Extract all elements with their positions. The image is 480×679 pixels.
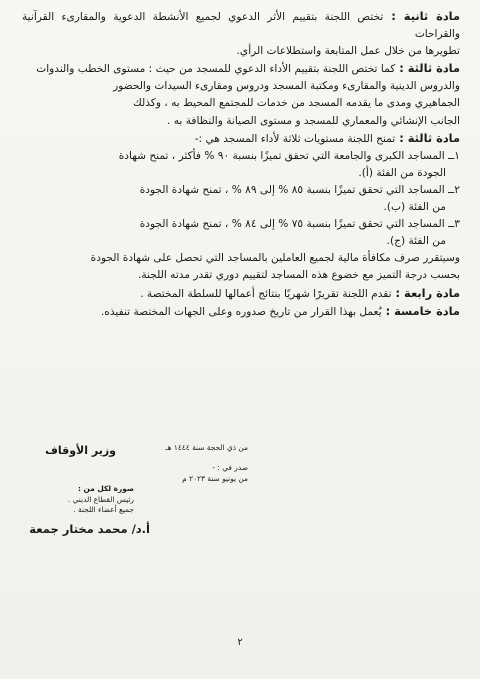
minister-name: أ.د/ محمد مختار جمعة [29, 522, 150, 536]
article-2 [22, 8, 460, 60]
issued-label: صدر في : - [212, 463, 248, 472]
copies-item: رئيس القطاع الديني . [67, 494, 134, 504]
reward-text-line: بحسب درجة التميز مع خضوع هذه المساجد لتقييم دوري تقدر مدته اللجنة. [138, 269, 460, 282]
article-4 [22, 285, 460, 303]
article-text-line: الجانب الإنشائي والمعماري للمسجد و مستوى الصيانة والنظافة به . [166, 114, 460, 127]
reward-text-line: وسيتقرر صرف مكافأة مالية لجميع العاملين بالمساجد التي تحصل على شهادة الجودة [90, 252, 460, 265]
level-item-1: ١ــ المساجد الكبرى والجامعة التي تحقق تميزًا بنسبة ٩٠ % فأكثر ، تمنح شهادة [118, 149, 460, 162]
level-item-3-cont: من الفئة (ج). [386, 235, 446, 248]
article-label: مادة خامسة : [385, 303, 460, 318]
level-item-2: ٢ــ المساجد التي تحقق تميزًا بنسبة ٨٥ % إلى ٨٩ % ، تمنح شهادة الجودة [139, 183, 460, 196]
article-3b [22, 130, 460, 285]
date-gregorian: من يونيو سنة ٢٠٢٣ م [182, 474, 248, 483]
article-text-line: تطويرها من خلال عمل المتابعة واستطلاعات الرأي. [236, 45, 460, 58]
article-text-line: يُعمل بهذا القرار من تاريخ صدوره وعلى الجهات المختصة تنفيذه. [100, 305, 382, 318]
article-text-line: تختص اللجنة بتقييم الأثر الدعوي لجميع الأنشطة الدعوية والمقارىء القرآنية والقراحات [22, 11, 460, 41]
level-item-3: ٣ــ المساجد التي تحقق تميزًا بنسبة ٧٥ % إلى ٨٤ % ، تمنح شهادة الجودة [139, 218, 460, 231]
level-item-2-cont: من الفئة (ب). [383, 201, 446, 214]
article-3 [22, 60, 460, 129]
issue-date-block [165, 443, 248, 484]
level-item-1-cont: الجودة من الفئة (أ). [358, 166, 446, 179]
article-label: مادة رابعة : [395, 285, 460, 300]
copies-item: جميع أعضاء اللجنة . [73, 505, 134, 514]
decree-body [22, 8, 460, 321]
copies-block [24, 484, 134, 516]
article-text-line: والدروس الدينية والمقارىء ومكتبة المسجد ودروس ومقارىء السيدات والحضور [113, 80, 460, 93]
article-label: مادة ثالثة : [399, 61, 460, 76]
article-text-line: تقدم اللجنة تقريرًا شهريًا بنتائج أعمالها للسلطة المختصة . [140, 287, 392, 300]
article-label: مادة ثانية : [391, 9, 461, 23]
article-text-line: الجماهيري ومدى ما يقدمه المسجد من خدمات للمجتمع المحيط به ، وكذلك [133, 97, 460, 110]
article-5 [22, 303, 460, 321]
page-number: ٢ [237, 637, 243, 648]
article-label: مادة ثالثة : [399, 130, 460, 145]
copies-heading: صورة لكل من : [78, 484, 134, 493]
date-hijri: من ذي الحجة سنة ١٤٤٤ هـ [165, 443, 248, 452]
article-text-line: تمنح اللجنة مستويات ثلاثة لأداء المسجد هي :- [194, 132, 396, 145]
article-text-line: كما تختص اللجنة بتقييم الأداء الدعوي للمسجد من حيث : مستوى الخطب والندوات [36, 63, 396, 76]
minister-title: وزير الأوقاف [45, 444, 116, 457]
